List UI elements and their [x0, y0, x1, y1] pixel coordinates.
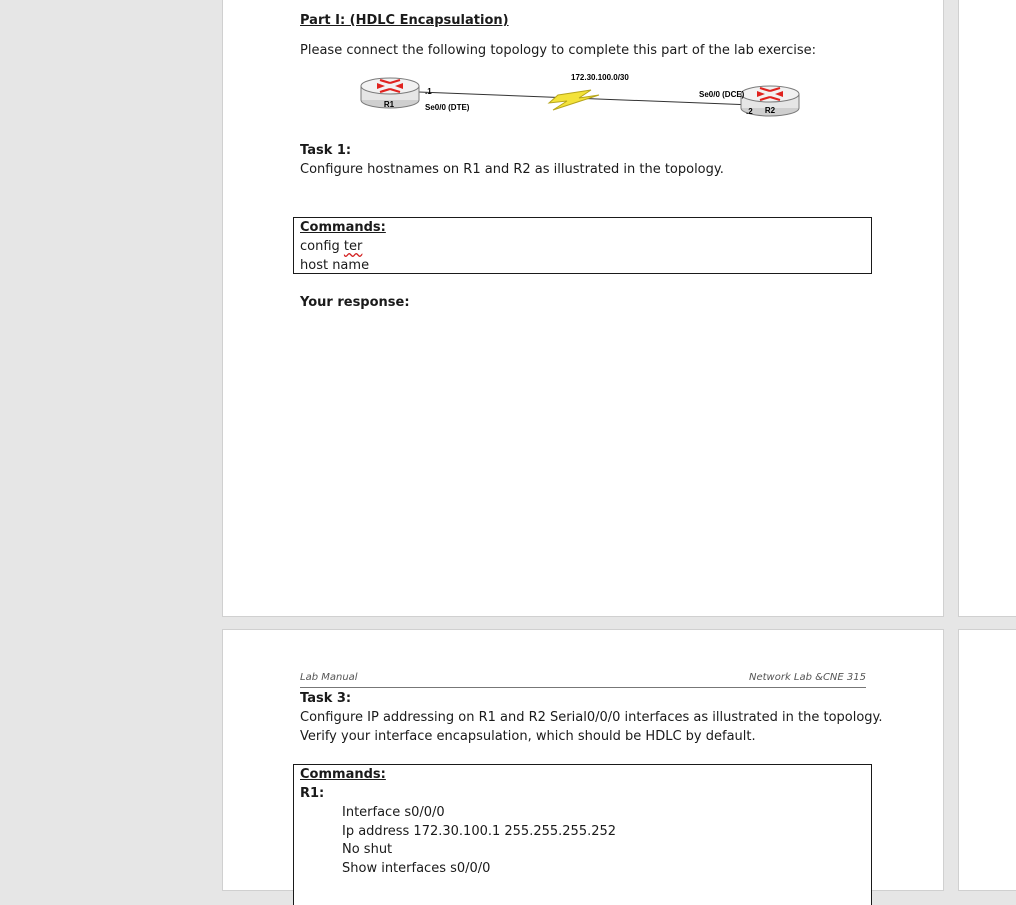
- command-word: config: [300, 239, 340, 254]
- header-left: Lab Manual: [300, 672, 358, 683]
- command-line: Ip address 172.30.100.1 255.255.255.252: [342, 824, 617, 839]
- serial-link-bolt: [549, 90, 599, 110]
- adjacent-page-edge: [958, 629, 1016, 891]
- r1-host-ip: .1: [425, 87, 432, 96]
- document-page-1: [222, 0, 944, 617]
- header-right: Network Lab &CNE 315: [748, 672, 866, 683]
- commands-box-task1: [293, 217, 872, 274]
- r2-label: R2: [764, 106, 776, 115]
- part-title: Part I: (HDLC Encapsulation): [300, 13, 509, 28]
- task1-title: Task 1:: [300, 143, 352, 158]
- intro-text: Please connect the following topology to complete this part of the lab exercise:: [300, 43, 817, 58]
- commands-title: Commands:: [300, 220, 386, 235]
- command-line: host name: [300, 258, 370, 273]
- document-page-2: [222, 629, 944, 891]
- r1-section-label: R1:: [300, 786, 325, 801]
- command-line: Interface s0/0/0: [342, 805, 445, 820]
- command-line: [300, 239, 362, 254]
- r1-label: R1: [383, 100, 395, 109]
- adjacent-page-edge: [958, 0, 1016, 617]
- task3-title: Task 3:: [300, 691, 352, 706]
- task3-line1: Configure IP addressing on R1 and R2 Serial0/0/0 interfaces as illustrated in the topology.: [300, 710, 883, 725]
- command-word-misspelled: ter: [343, 239, 363, 254]
- r2-host-ip: .2: [746, 107, 753, 116]
- commands-box-task3: [293, 764, 872, 905]
- task1-text: Configure hostnames on R1 and R2 as illustrated in the topology.: [300, 162, 724, 177]
- command-line: No shut: [342, 842, 393, 857]
- task3-line2: Verify your interface encapsulation, which should be HDLC by default.: [300, 729, 756, 744]
- r1-interface: Se0/0 (DTE): [425, 103, 470, 112]
- command-line: Show interfaces s0/0/0: [342, 861, 491, 876]
- topology-diagram: [353, 69, 813, 121]
- commands-title: Commands:: [300, 767, 386, 782]
- network-label: 172.30.100.0/30: [571, 73, 629, 82]
- r2-interface: Se0/0 (DCE): [699, 90, 745, 99]
- header-rule: [300, 687, 866, 688]
- response-label: Your response:: [300, 295, 410, 310]
